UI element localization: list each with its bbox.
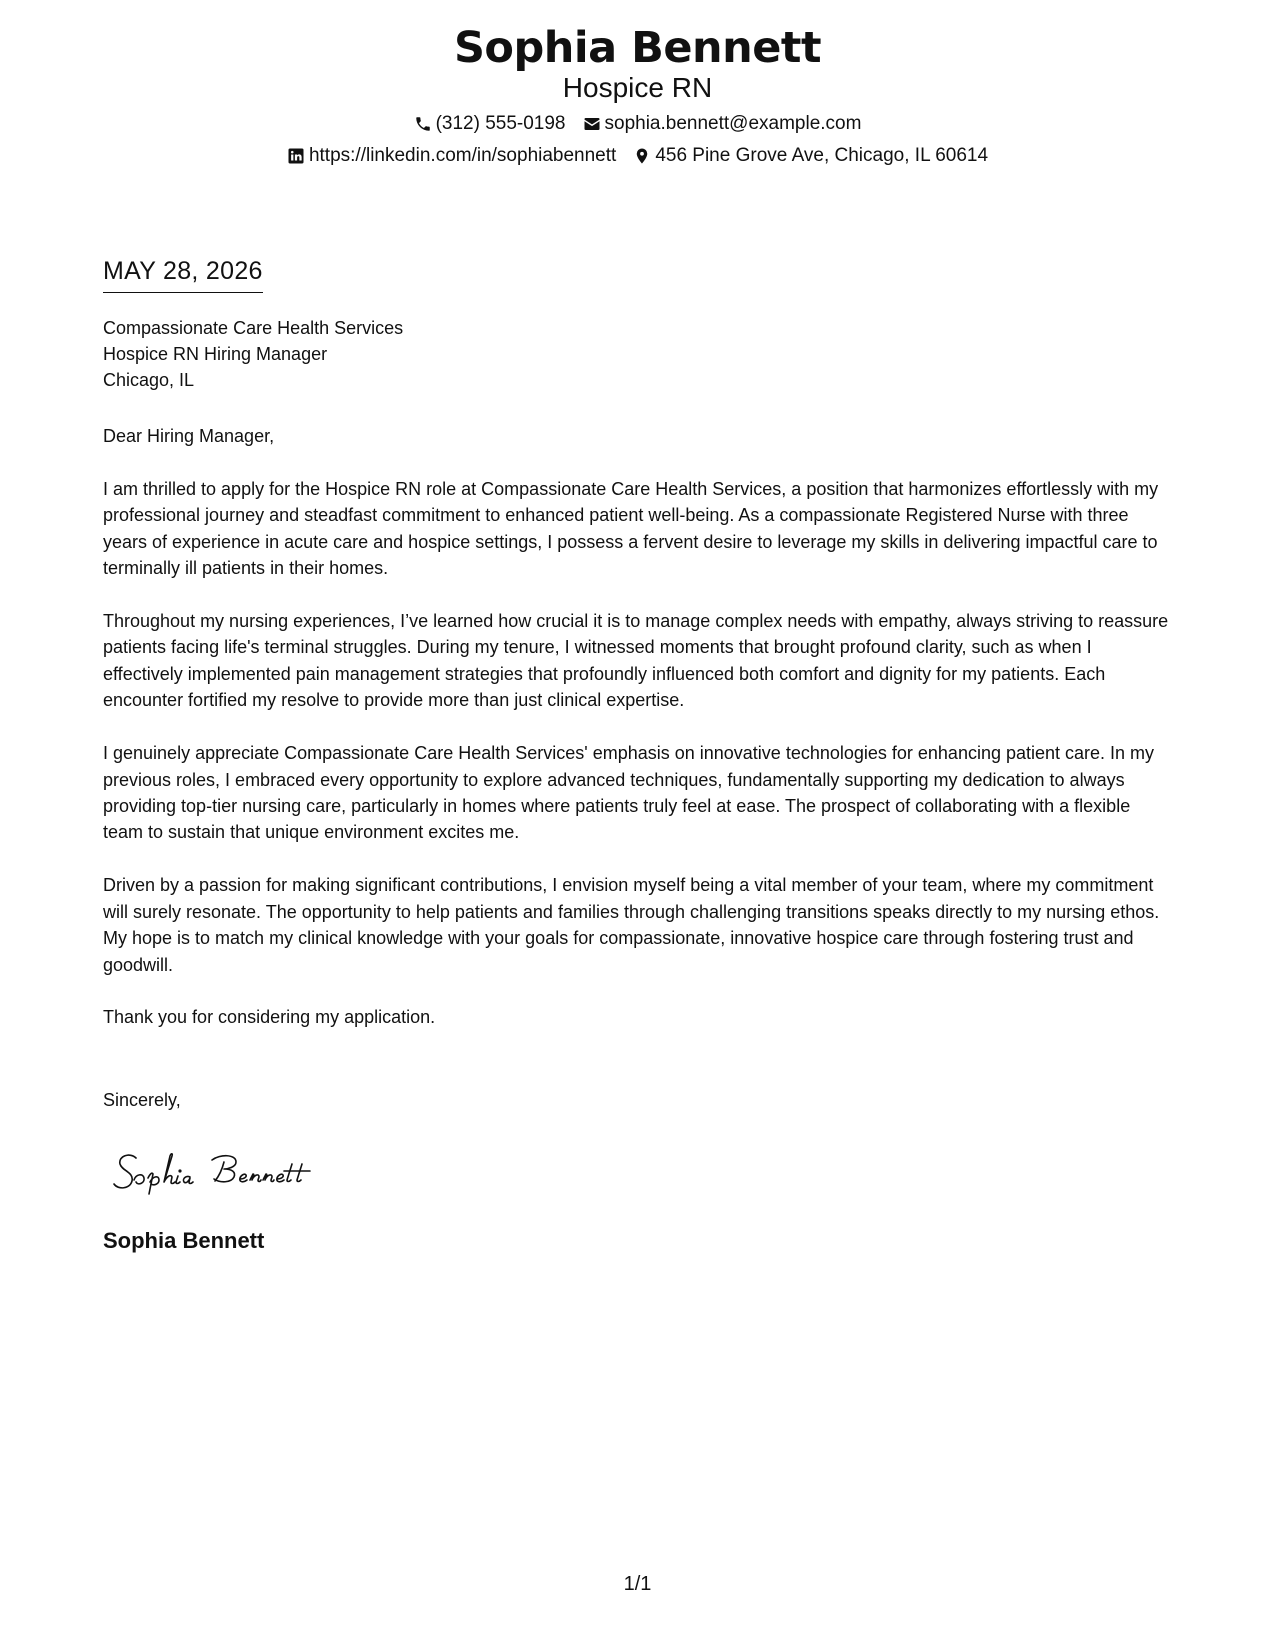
street-address: 456 Pine Grove Ave, Chicago, IL 60614 bbox=[655, 145, 989, 166]
letter-header bbox=[0, 22, 1275, 168]
body-paragraph: I am thrilled to apply for the Hospice RN role at Compassionate Care Health Services, a position that harmonizes effortlessly with my professional journey and steadfast commitment to enhanced patient well-being. As a compassionate Registered Nurse with three years of experience in acute care and hospice settings, I possess a fervent desire to leverage my skills in delivering impactful care to terminally ill patients in their homes. bbox=[103, 478, 1159, 579]
closing: Sincerely, bbox=[103, 1090, 181, 1110]
recipient-company: Compassionate Care Health Services bbox=[103, 318, 404, 338]
handwritten-signature bbox=[112, 1140, 352, 1200]
body-paragraph: Thank you for considering my application. bbox=[103, 1007, 436, 1028]
body-paragraph: I genuinely appreciate Compassionate Care Health Services' emphasis on innovative technologies for enhancing patient care. In my previous roles, I embraced every opportunity to explore advanced techniques, fundamentally supporting my dedication to always providing top-tier nursing care, particularly in homes where patients truly feel at ease. The prospect of collaborating with a flexible team to sustain that unique environment excites me. bbox=[103, 743, 1155, 843]
phone-icon bbox=[414, 115, 432, 133]
recipient-role: Hospice RN Hiring Manager bbox=[103, 344, 328, 364]
letter-body bbox=[103, 423, 1175, 1057]
envelope-icon bbox=[583, 115, 601, 133]
recipient-location: Chicago, IL bbox=[103, 370, 195, 390]
page-number: 1/1 bbox=[623, 1573, 652, 1595]
map-marker-icon bbox=[633, 147, 651, 165]
body-paragraph: Throughout my nursing experiences, I’ve learned how crucial it is to manage complex needs with empathy, always striving to reassure patients facing life's terminal struggles. During my tenure, I witnessed moments that brought profound clarity, such as when I effectively implemented pain management strategies that profoundly influenced both comfort and dignity for my patients. Each encounter fortified my resolve to provide more than just clinical expertise. bbox=[103, 611, 1169, 711]
letter-date: MAY 28, 2026 bbox=[103, 256, 263, 293]
linkedin-icon bbox=[287, 147, 305, 165]
email-address: sophia.bennett@example.com bbox=[604, 113, 862, 134]
address-contact bbox=[633, 144, 988, 168]
applicant-name: Sophia Bennett bbox=[453, 23, 822, 73]
linkedin-url: https://linkedin.com/in/sophiabennett bbox=[308, 145, 617, 166]
linkedin-contact bbox=[287, 144, 616, 168]
email-contact bbox=[583, 112, 862, 136]
body-paragraph: Driven by a passion for making significant contributions, I envision myself being a vital member of your team, where my commitment will surely resonate. The opportunity to help patients and families through challenging transitions speaks directly to my nursing ethos. My hope is to match my clinical knowledge with your goals for compassionate, innovative hospice care through fostering trust and goodwill. bbox=[103, 875, 1160, 975]
contact-row-primary bbox=[0, 112, 1275, 136]
phone-contact bbox=[414, 112, 566, 136]
signer-name: Sophia Bennett bbox=[103, 1228, 265, 1253]
contact-row-secondary bbox=[0, 144, 1275, 168]
phone-number: (312) 555-0198 bbox=[435, 113, 566, 134]
applicant-title: Hospice RN bbox=[562, 72, 713, 103]
recipient-block bbox=[103, 315, 403, 393]
salutation: Dear Hiring Manager, bbox=[103, 426, 275, 446]
